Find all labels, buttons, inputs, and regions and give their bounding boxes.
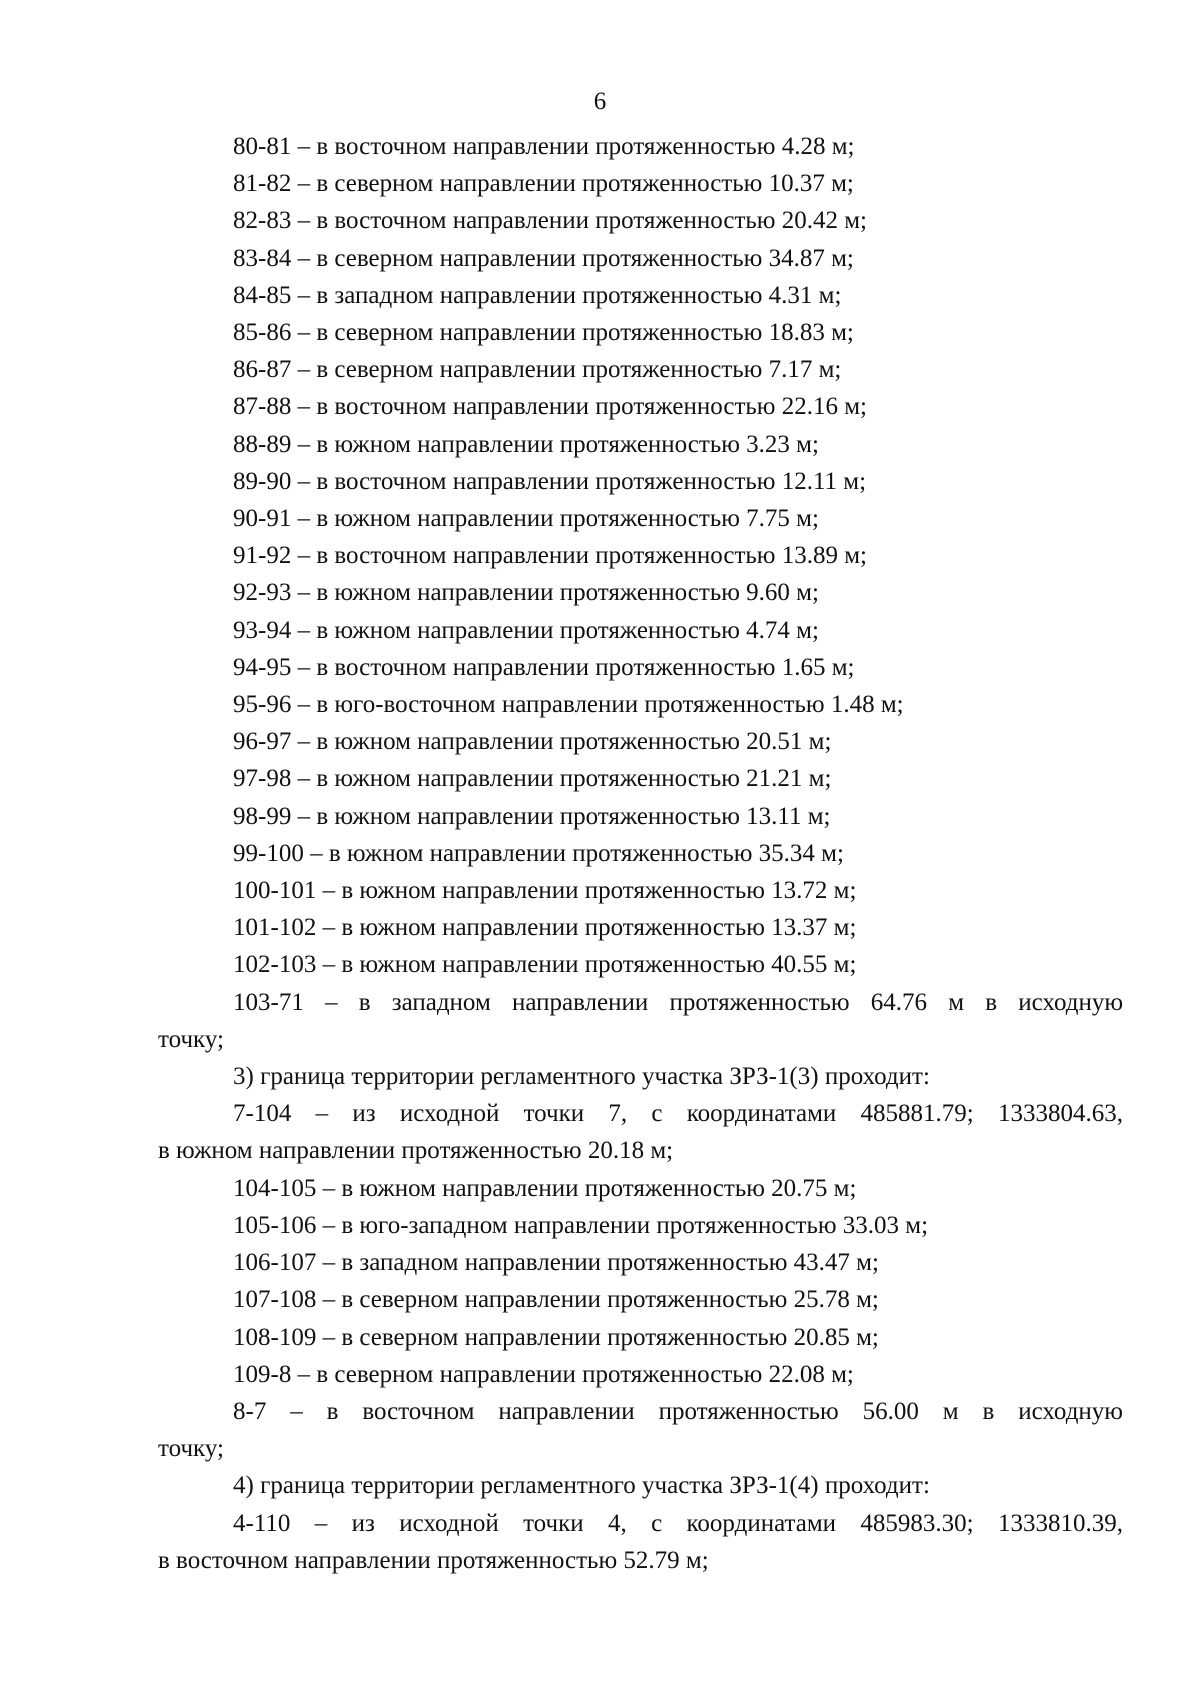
boundary-segment: 99-100 – в южном направлении протяженностью 35.34 м; — [233, 839, 844, 867]
boundary-segment: 107-108 – в северном направлении протяженностью 25.78 м; — [233, 1286, 879, 1314]
boundary-segment: 84-85 – в западном направлении протяженностью 4.31 м; — [233, 281, 842, 309]
boundary-segment: 94-95 – в восточном направлении протяженностью 1.65 м; — [233, 653, 855, 681]
boundary-segment: 90-91 – в южном направлении протяженностью 7.75 м; — [233, 505, 819, 533]
boundary-segment: 105-106 – в юго-западном направлении протяженностью 33.03 м; — [233, 1211, 929, 1239]
document-body — [158, 128, 1123, 1579]
boundary-segment: 106-107 – в западном направлении протяженностью 43.47 м; — [233, 1249, 879, 1277]
boundary-segment: 81-82 – в северном направлении протяженностью 10.37 м; — [233, 170, 854, 198]
boundary-segment: 83-84 – в северном направлении протяженностью 34.87 м; — [233, 244, 854, 272]
boundary-segment-start-cont: в восточном направлении протяженностью 52.79 м; — [158, 1546, 709, 1574]
boundary-segment-start: 4-110 – из исходной точки 4, с координатами 485983.30; 1333810.39, — [233, 1509, 1123, 1537]
section-heading: 3) граница территории регламентного участка ЗРЗ-1(3) проходит: — [233, 1063, 930, 1091]
boundary-segment: 80-81 – в восточном направлении протяженностью 4.28 м; — [233, 133, 855, 160]
boundary-segment-closing: 8-7 – в восточном направлении протяженностью 56.00 м в исходную — [233, 1397, 1123, 1425]
boundary-segment: 85-86 – в северном направлении протяженностью 18.83 м; — [233, 319, 854, 347]
boundary-segment-start-cont: в южном направлении протяженностью 20.18 м; — [158, 1137, 674, 1165]
boundary-segment: 87-88 – в восточном направлении протяженностью 22.16 м; — [233, 393, 867, 421]
boundary-segment: 91-92 – в восточном направлении протяженностью 13.89 м; — [233, 542, 867, 570]
boundary-segment: 108-109 – в северном направлении протяженностью 20.85 м; — [233, 1323, 879, 1351]
boundary-segment: 101-102 – в южном направлении протяженностью 13.37 м; — [233, 914, 857, 942]
page-number: 6 — [593, 88, 607, 115]
boundary-segment: 92-93 – в южном направлении протяженностью 9.60 м; — [233, 579, 819, 607]
section-heading: 4) граница территории регламентного участка ЗРЗ-1(4) проходит: — [233, 1472, 930, 1500]
boundary-segment: 93-94 – в южном направлении протяженностью 4.74 м; — [233, 616, 819, 644]
boundary-segment-closing-cont: точку; — [158, 1435, 224, 1463]
boundary-segment: 86-87 – в северном направлении протяженностью 7.17 м; — [233, 356, 842, 384]
boundary-segment: 109-8 – в северном направлении протяженностью 22.08 м; — [233, 1360, 854, 1388]
boundary-segment: 89-90 – в восточном направлении протяженностью 12.11 м; — [233, 467, 867, 495]
boundary-segment: 98-99 – в южном направлении протяженностью 13.11 м; — [233, 802, 831, 830]
boundary-segment: 97-98 – в южном направлении протяженностью 21.21 м; — [233, 765, 832, 793]
boundary-segment: 82-83 – в восточном направлении протяженностью 20.42 м; — [233, 207, 867, 235]
boundary-segment: 88-89 – в южном направлении протяженностью 3.23 м; — [233, 430, 819, 458]
boundary-segment-closing-cont: точку; — [158, 1025, 224, 1053]
boundary-segment: 100-101 – в южном направлении протяженностью 13.72 м; — [233, 877, 857, 905]
boundary-segment: 102-103 – в южном направлении протяженностью 40.55 м; — [233, 951, 857, 979]
boundary-segment: 96-97 – в южном направлении протяженностью 20.51 м; — [233, 728, 832, 756]
boundary-segment-closing: 103-71 – в западном направлении протяженностью 64.76 м в исходную — [233, 988, 1123, 1016]
boundary-segment-start: 7-104 – из исходной точки 7, с координатами 485881.79; 1333804.63, — [233, 1100, 1123, 1128]
boundary-segment: 95-96 – в юго-восточном направлении протяженностью 1.48 м; — [233, 691, 904, 719]
boundary-segment: 104-105 – в южном направлении протяженностью 20.75 м; — [233, 1174, 857, 1202]
